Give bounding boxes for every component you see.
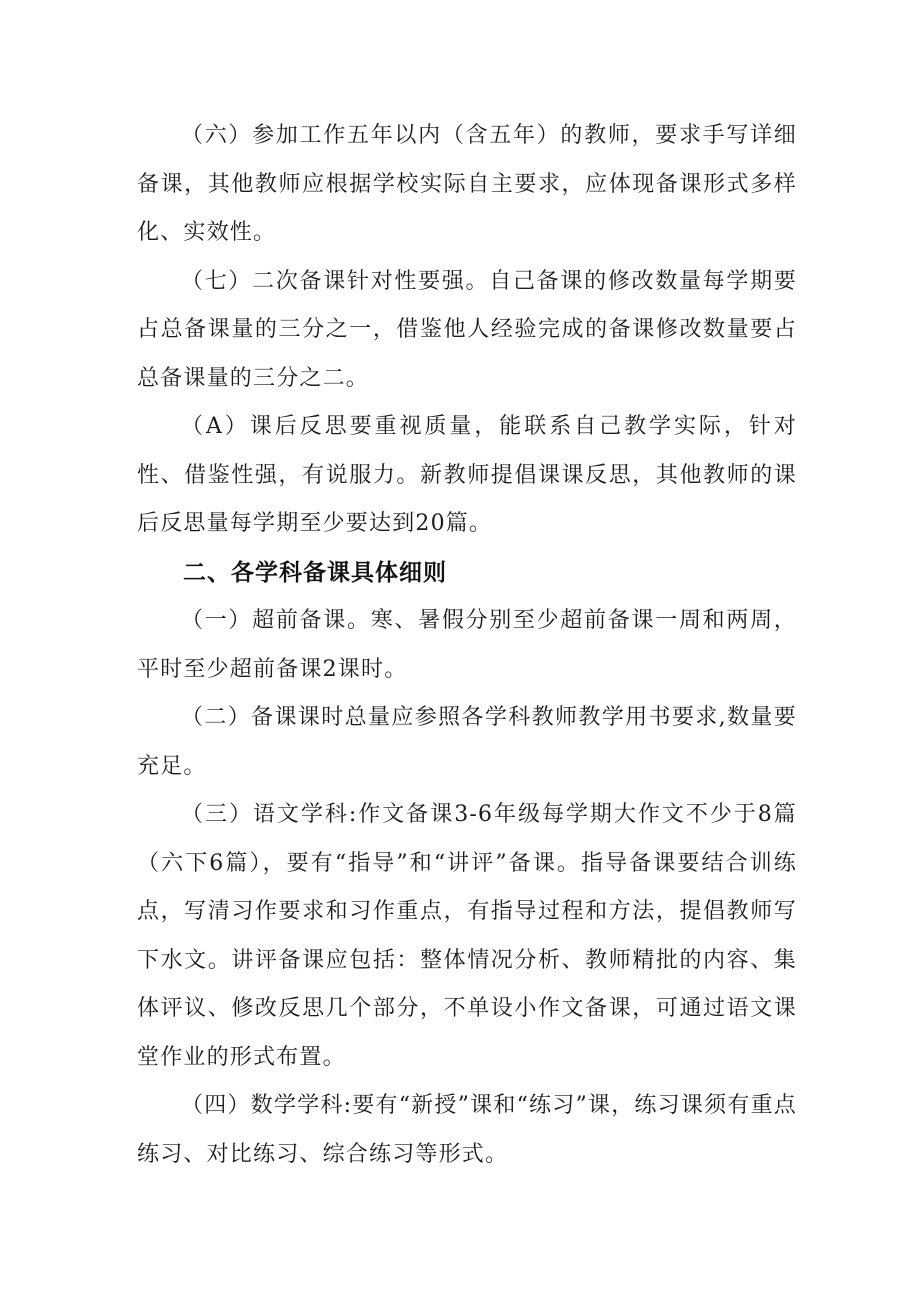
paragraph-item-4: （四）数学学科:要有“新授”课和“练习”课，练习课须有重点练习、对比练习、综合练习等形式。: [137, 1093, 797, 1167]
paragraph-item-1: （一）超前备课。寒、暑假分别至少超前备课一周和两周，平时至少超前备课2课时。: [137, 608, 797, 682]
section-heading: 二、各学科备课具体细则: [183, 559, 447, 586]
paragraph-item-a: （A）课后反思要重视质量，能联系自己教学实际，针对性、借鉴性强，有说服力。新教师提倡课课反思，其他教师的课后反思量每学期至少要达到20篇。: [137, 414, 797, 536]
paragraph-item-7: （七）二次备课针对性要强。自己备课的修改数量每学期要占总备课量的三分之一，借鉴他人经验完成的备课修改数量要占总备课量的三分之二。: [137, 268, 797, 391]
paragraph-item-6: （六）参加工作五年以内（含五年）的教师，要求手写详细备课，其他教师应根据学校实际自主要求，应体现备课形式多样化、实效性。: [137, 123, 797, 245]
document-page: [137, 112, 797, 1179]
paragraph-item-2: （二）备课课时总量应参照各学科教师教学用书要求,数量要充足。: [137, 705, 797, 779]
paragraph-item-3: （三）语文学科:作文备课3-6年级每学期大作文不少于8篇（六下6篇），要有“指导”和“讲评”备课。指导备课要结合训练点，写清习作要求和习作重点，有指导过程和方法，提倡教师写下水文。讲评备课应包括：整体情况分析、教师精批的内容、集体评议、修改反思几个部分，不单设小作文备课，可通过语文课堂作业的形式布置。: [137, 802, 797, 1070]
